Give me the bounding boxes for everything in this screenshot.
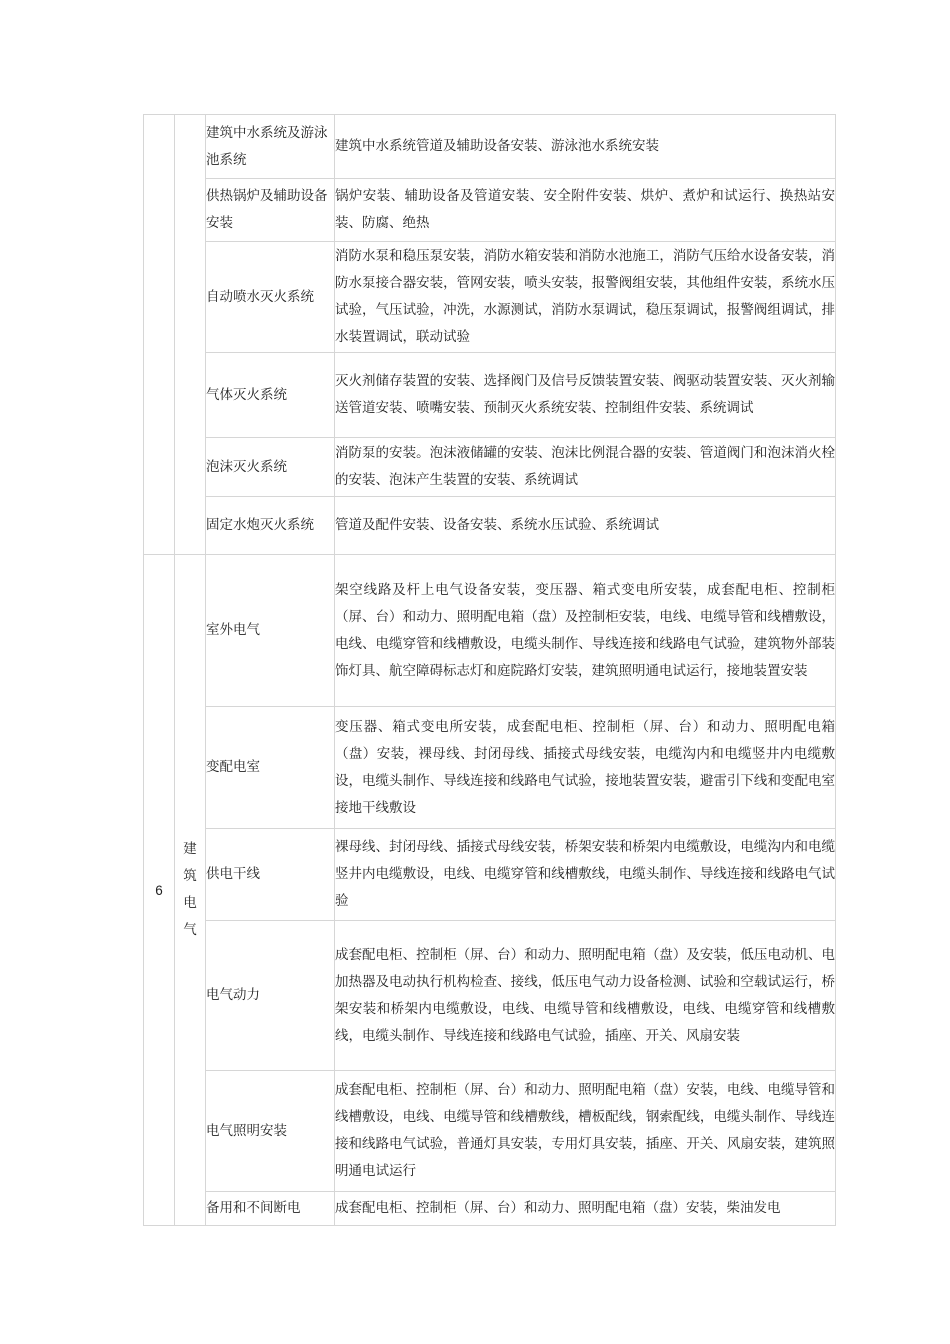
table-row	[144, 1192, 836, 1226]
table-row	[144, 179, 836, 242]
section-number	[144, 115, 175, 555]
table-row	[144, 438, 836, 497]
table-row	[144, 497, 836, 555]
subdivision-name: 气体灭火系统	[206, 353, 335, 438]
subitem-list: 建筑中水系统管道及辅助设备安装、游泳池水系统安装	[335, 115, 836, 179]
subitem-list: 成套配电柜、控制柜（屏、台）和动力、照明配电箱（盘）安装，柴油发电	[335, 1192, 836, 1226]
table-row	[144, 829, 836, 921]
subitem-list: 变压器、箱式变电所安装，成套配电柜、控制柜（屏、台）和动力、照明配电箱（盘）安装，裸母线、封闭母线、插接式母线安装，电缆沟内和电缆竖井内电缆敷设，电缆头制作、导线连接和线路电气试验，接地装置安装，避雷引下线和变配电室接地干线敷设	[335, 707, 836, 829]
subitem-list: 灭火剂储存装置的安装、选择阀门及信号反馈装置安装、阀驱动装置安装、灭火剂输送管道安装、喷嘴安装、预制灭火系统安装、控制组件安装、系统调试	[335, 353, 836, 438]
table-row	[144, 707, 836, 829]
subdivision-name: 室外电气	[206, 555, 335, 707]
table-row	[144, 555, 836, 707]
subdivision-name: 泡沫灭火系统	[206, 438, 335, 497]
subdivision-name: 变配电室	[206, 707, 335, 829]
table-row	[144, 353, 836, 438]
subdivision-name: 建筑中水系统及游泳池系统	[206, 115, 335, 179]
table-row	[144, 1071, 836, 1192]
subitem-list: 成套配电柜、控制柜（屏、台）和动力、照明配电箱（盘）安装，电线、电缆导管和线槽敷设，电线、电缆导管和线槽敷线，槽板配线，钢索配线，电缆头制作、导线连接和线路电气试验，普通灯具安装，专用灯具安装，插座、开关、风扇安装，建筑照明通电试运行	[335, 1071, 836, 1192]
subitem-list: 管道及配件安装、设备安装、系统水压试验、系统调试	[335, 497, 836, 555]
subdivision-name: 电气照明安装	[206, 1071, 335, 1192]
subdivision-name: 备用和不间断电	[206, 1192, 335, 1226]
division-name: 建 筑 电 气	[175, 555, 206, 1226]
subitem-list: 锅炉安装、辅助设备及管道安装、安全附件安装、烘炉、煮炉和试运行、换热站安装、防腐、绝热	[335, 179, 836, 242]
subdivision-name: 供热锅炉及辅助设备安装	[206, 179, 335, 242]
subdivision-name: 供电干线	[206, 829, 335, 921]
table-row	[144, 115, 836, 179]
table-body	[144, 115, 836, 1226]
section-number: 6	[144, 555, 175, 1226]
subitem-list: 成套配电柜、控制柜（屏、台）和动力、照明配电箱（盘）及安装，低压电动机、电加热器及电动执行机构检查、接线，低压电气动力设备检测、试验和空载试运行，桥架安装和桥架内电缆敷设，电线、电缆导管和线槽敷设，电线、电缆穿管和线槽敷线，电缆头制作、导线连接和线路电气试验，插座、开关、风扇安装	[335, 921, 836, 1071]
table-row	[144, 242, 836, 353]
subitem-list: 消防泵的安装。泡沫液储罐的安装、泡沫比例混合器的安装、管道阀门和泡沫消火栓的安装、泡沫产生装置的安装、系统调试	[335, 438, 836, 497]
subdivision-name: 电气动力	[206, 921, 335, 1071]
table-row	[144, 921, 836, 1071]
subdivision-name: 固定水炮灭火系统	[206, 497, 335, 555]
subitem-list: 裸母线、封闭母线、插接式母线安装，桥架安装和桥架内电缆敷设，电缆沟内和电缆竖井内电缆敷设，电线、电缆穿管和线槽敷线，电缆头制作、导线连接和线路电气试验	[335, 829, 836, 921]
division-name	[175, 115, 206, 555]
subitem-list: 消防水泵和稳压泵安装，消防水箱安装和消防水池施工，消防气压给水设备安装，消防水泵接合器安装，管网安装，喷头安装，报警阀组安装，其他组件安装，系统水压试验，气压试验，冲洗，水源测试，消防水泵调试，稳压泵调试，报警阀组调试，排水装置调试，联动试验	[335, 242, 836, 353]
subitem-list: 架空线路及杆上电气设备安装，变压器、箱式变电所安装，成套配电柜、控制柜（屏、台）和动力、照明配电箱（盘）及控制柜安装，电线、电缆导管和线槽敷设，电线、电缆穿管和线槽敷设，电缆头制作、导线连接和线路电气试验，建筑物外部装饰灯具、航空障碍标志灯和庭院路灯安装，建筑照明通电试运行，接地装置安装	[335, 555, 836, 707]
engineering-division-table	[143, 114, 836, 1226]
subdivision-name: 自动喷水灭火系统	[206, 242, 335, 353]
